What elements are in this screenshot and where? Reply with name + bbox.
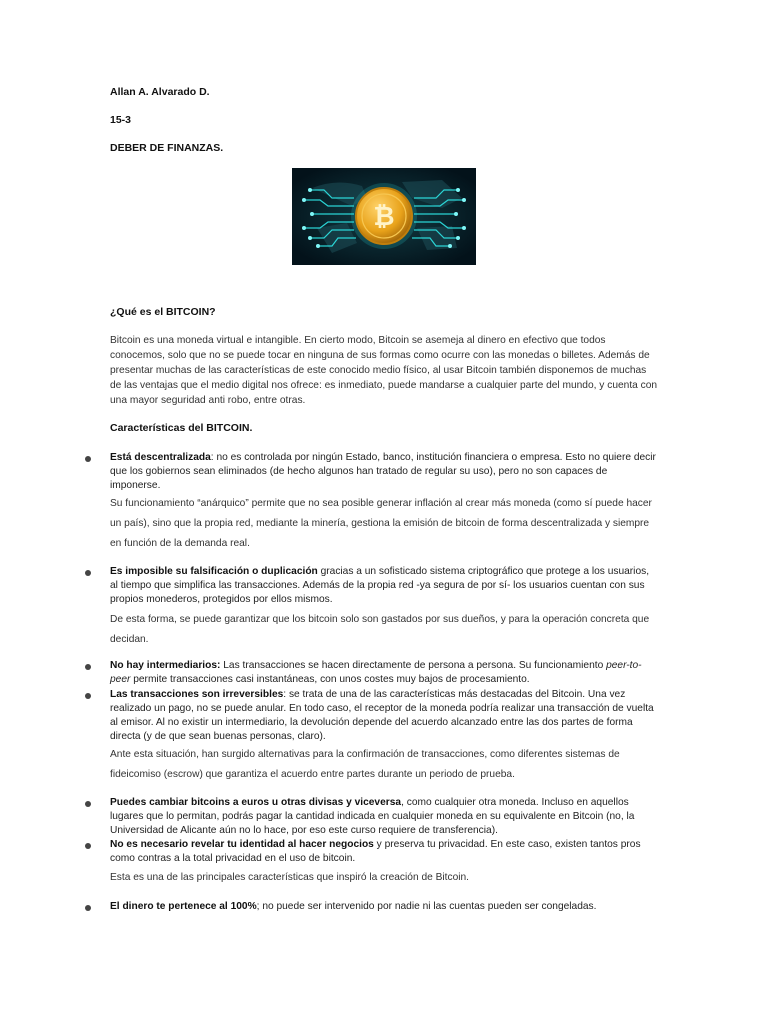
assignment-title: DEBER DE FINANZAS. <box>110 142 224 154</box>
feature-text: : se trata de una de las características más destacadas del Bitcoin. Una vez realizado un pago, no se puede anular. En todo caso, el receptor de la moneda podría realizar una transacción de vuelta al emisor. Al no existir un intermediario, la devolución depende del acuerdo alcanzado entre las dos partes de forma directa (y de que sean buenas personas, claro). <box>110 689 654 742</box>
author-name: Allan A. Alvarado D. <box>110 86 210 98</box>
feature-note-inflation: Su funcionamiento “anárquico” permite que no sea posible generar inflación al crear más moneda (como sí puede hacer un país), sino que la propia red, mediante la minería, gestiona la emisión de bitcoin de forma descentralizada y siempre en función de la demanda real. <box>110 498 652 549</box>
feature-text-tail: permite transacciones casi instantáneas, con unos costes muy bajos de procesamiento. <box>130 674 530 685</box>
feature-lead: Puedes cambiar bitcoins a euros u otras divisas y viceversa <box>110 797 402 808</box>
feature-emphasis: peer-to-peer <box>110 660 642 685</box>
feature-lead: No hay intermediarios: <box>110 660 221 671</box>
feature-item-exchange <box>110 796 658 838</box>
feature-note-escrow: Ante esta situación, han surgido alternativas para la confirmación de transacciones, como diferentes sistemas de fideicomiso (escrow) que garantiza el acuerdo entre partes durante un periodo de prueba. <box>110 749 620 780</box>
feature-item-ownership <box>110 900 658 914</box>
bullet-marker <box>85 801 91 807</box>
feature-lead: El dinero te pertenece al 100% <box>110 901 257 912</box>
feature-item-irreversible <box>110 688 658 744</box>
bitcoin-image <box>292 168 476 265</box>
bullet-marker <box>85 905 91 911</box>
feature-text: gracias a un sofisticado sistema criptográfico que protege a los usuarios, al tiempo que simplifica las transacciones. Además de la propia red -ya segura de por sí- los usuarios cuentan con sus propios monederos, protegidos por ellos mismos. <box>110 566 650 605</box>
feature-item-decentralized <box>110 451 658 493</box>
feature-text: : no es controlada por ningún Estado, banco, institución financiera o empresa. Esto no quiere decir que los gobiernos sean eliminados (de hecho algunos han tratado de regular su uso), pero no son capaces de imponerse. <box>110 452 656 491</box>
bullet-marker <box>85 570 91 576</box>
feature-note-inspiration: Esta es una de las principales características que inspiró la creación de Bitcoin. <box>110 872 470 883</box>
intro-paragraph: Bitcoin es una moneda virtual e intangible. En cierto modo, Bitcoin se asemeja al dinero en efectivo que todos conocemos, solo que no se puede tocar en ninguna de sus formas como ocurre con las monedas o billetes. Además de presentar muchas de las características de este conocido medio físico, al usar Bitcoin también disponemos de muchas de las ventajas que el medio digital nos ofrece: es inmediato, puede mandarse a cualquier parte del mundo, y cuenta con una mayor seguridad anti robo, entre otras. <box>110 335 658 406</box>
bullet-marker <box>85 693 91 699</box>
feature-text: y preserva tu privacidad. En este caso, existen tantos pros como contras a la total privacidad en el uso de bitcoin. <box>110 839 641 864</box>
svg-text:₿: ₿ <box>373 202 395 232</box>
feature-lead: Es imposible su falsificación o duplicación <box>110 566 318 577</box>
feature-item-no-counterfeit <box>110 565 658 607</box>
feature-note-owners: De esta forma, se puede garantizar que los bitcoin solo son gastados por sus dueños, y para la operación concreta que decidan. <box>110 614 650 645</box>
feature-lead: No es necesario revelar tu identidad al hacer negocios <box>110 839 374 850</box>
intro-heading: ¿Qué es el BITCOIN? <box>110 306 216 318</box>
feature-text: , como cualquier otra moneda. Incluso en aquellos lugares que lo permitan, podrás pagar la cantidad indicada en cualquier moneda en su equivalente en Bitcoin (no, la Universidad de Alicante aún no lo hace, por eso este curso requiere de transferencia). <box>110 797 635 836</box>
feature-lead: Las transacciones son irreversibles <box>110 689 284 700</box>
feature-text: Las transacciones se hacen directamente de persona a persona. Su funcionamiento <box>220 660 607 671</box>
features-heading: Características del BITCOIN. <box>110 422 253 434</box>
bullet-marker <box>85 843 91 849</box>
feature-text: ; no puede ser intervenido por nadie ni las cuentas pueden ser congeladas. <box>256 901 597 912</box>
feature-item-privacy <box>110 838 658 866</box>
feature-lead: Está descentralizada <box>110 452 211 463</box>
section-code: 15-3 <box>110 114 132 126</box>
bullet-marker <box>85 456 91 462</box>
bullet-marker <box>85 664 91 670</box>
feature-item-no-intermediaries <box>110 659 658 687</box>
bitcoin-circuit-icon <box>292 168 476 265</box>
